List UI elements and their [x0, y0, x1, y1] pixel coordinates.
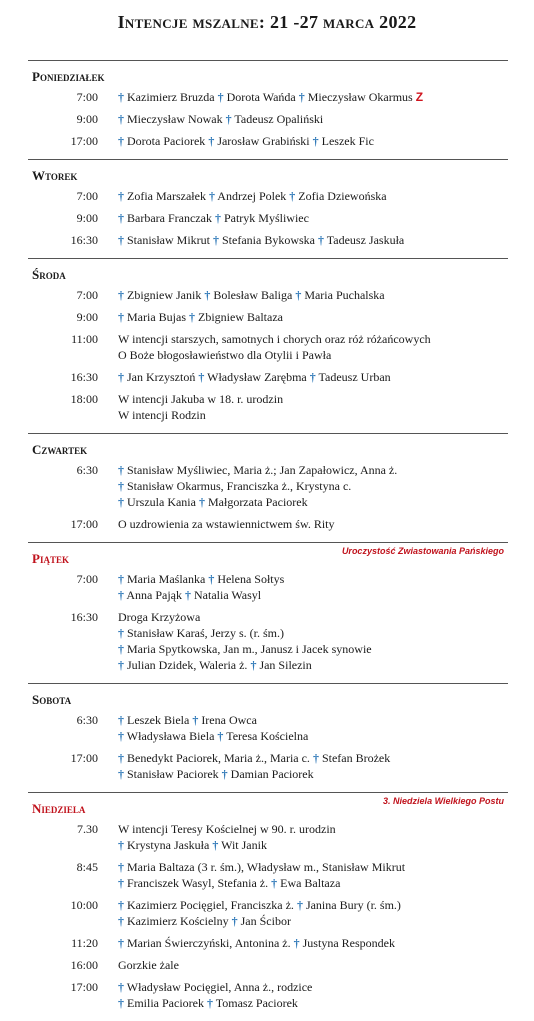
intention-line: † Jan Krzysztoń † Władysław Zarębma † Tadeusz Urban — [118, 370, 391, 384]
intention-line: † Kazimierz Bruzda † Dorota Wańda † Mieczysław Okarmus Z — [118, 90, 424, 104]
cross-icon: † — [118, 463, 124, 477]
intention-line: † Stanisław Paciorek † Damian Paciorek — [118, 767, 314, 781]
cross-icon: † — [217, 729, 224, 743]
cross-icon: † — [189, 310, 195, 324]
mass-time: 7:00 — [76, 189, 98, 203]
intention-list — [118, 369, 508, 385]
cross-icon: † — [118, 479, 124, 493]
cross-icon: † — [118, 588, 124, 602]
intention-line: † Dorota Paciorek † Jarosław Grabiński † Leszek Fic — [118, 134, 374, 148]
mass-entry — [28, 859, 508, 891]
intention-list — [118, 309, 508, 325]
cross-icon: † — [185, 588, 191, 602]
mass-time: 11:00 — [71, 332, 98, 346]
mass-entry — [28, 111, 508, 127]
intention-line: † Mieczysław Nowak † Tadeusz Opaliński — [118, 112, 324, 126]
cross-icon: † — [118, 876, 124, 890]
cross-icon: † — [118, 189, 124, 203]
intention-line: Gorzkie żale — [118, 958, 179, 972]
mass-time: 6:30 — [76, 463, 98, 477]
cross-icon: † — [204, 288, 211, 302]
intention-line: † Stanisław Mikrut † Stefania Bykowska † Tadeusz Jaskuła — [118, 233, 405, 247]
intention-line: † Anna Pająk † Natalia Wasyl — [118, 588, 262, 602]
mass-entry — [28, 287, 508, 303]
mass-entry — [28, 571, 508, 603]
cross-icon: † — [250, 658, 257, 672]
mass-entry — [28, 897, 508, 929]
intention-line: † Stanisław Okarmus, Franciszka ż., Krystyna c. — [118, 479, 352, 493]
intention-list — [118, 935, 508, 951]
intention-line: † Marian Świerczyński, Antonina ż. † Justyna Respondek — [118, 936, 395, 950]
mass-entry — [28, 750, 508, 782]
intention-list — [118, 897, 508, 929]
intention-list — [118, 111, 508, 127]
day-section — [28, 542, 508, 683]
mass-entry — [28, 210, 508, 226]
cross-icon: † — [271, 876, 278, 890]
mass-time: 7:00 — [76, 90, 98, 104]
cross-icon: † — [208, 189, 215, 203]
cross-icon: † — [118, 838, 124, 852]
cross-icon: † — [221, 767, 228, 781]
mass-time: 9:00 — [76, 112, 98, 126]
cross-icon: † — [118, 370, 124, 384]
mass-entry — [28, 391, 508, 423]
z-marker: Z — [415, 90, 424, 104]
intention-list — [118, 859, 508, 891]
mass-time: 17:00 — [70, 980, 98, 994]
intention-list — [118, 571, 508, 603]
intention-list — [118, 133, 508, 149]
cross-icon: † — [118, 751, 124, 765]
day-section — [28, 433, 508, 542]
mass-time: 17:00 — [70, 751, 98, 765]
cross-icon: † — [317, 233, 324, 247]
cross-icon: † — [225, 112, 232, 126]
intention-list — [118, 462, 508, 510]
mass-time: 16:30 — [70, 610, 98, 624]
day-name: Piątek — [32, 551, 69, 566]
intention-line: † Władysława Biela † Teresa Kościelna — [118, 729, 309, 743]
mass-time: 10:00 — [70, 898, 98, 912]
intention-list — [118, 210, 508, 226]
intention-list — [118, 188, 508, 204]
cross-icon: † — [118, 495, 124, 509]
cross-icon: † — [198, 495, 205, 509]
mass-entry — [28, 188, 508, 204]
days-list — [28, 60, 508, 1021]
intention-list — [118, 391, 508, 423]
intention-line: † Franciszek Wasyl, Stefania ż. † Ewa Baltaza — [118, 876, 341, 890]
mass-entry — [28, 369, 508, 385]
intention-list — [118, 712, 508, 744]
cross-icon: † — [208, 134, 215, 148]
day-name: Środa — [32, 267, 66, 282]
cross-icon: † — [192, 713, 199, 727]
mass-time: 7.30 — [77, 822, 98, 836]
day-name: Poniedziałek — [32, 69, 105, 84]
feast-note: 3. Niedziela Wielkiego Postu — [383, 796, 504, 806]
cross-icon: † — [118, 767, 124, 781]
mass-entry — [28, 516, 508, 532]
cross-icon: † — [289, 189, 296, 203]
intention-list — [118, 821, 508, 853]
cross-icon: † — [118, 898, 124, 912]
mass-time: 16:30 — [70, 233, 98, 247]
cross-icon: † — [208, 572, 215, 586]
mass-entry — [28, 462, 508, 510]
intention-list — [118, 287, 508, 303]
intention-line: † Krystyna Jaskuła † Wit Janik — [118, 838, 267, 852]
intention-list — [118, 609, 508, 673]
mass-entry — [28, 821, 508, 853]
cross-icon: † — [295, 288, 302, 302]
intention-list — [118, 89, 508, 105]
mass-entry — [28, 89, 508, 105]
mass-entry — [28, 232, 508, 248]
cross-icon: † — [213, 233, 219, 247]
day-name: Sobota — [32, 692, 72, 707]
intention-line: W intencji Rodzin — [118, 408, 206, 422]
mass-time: 17:00 — [70, 517, 98, 531]
day-section — [28, 159, 508, 258]
intention-line: † Maria Baltaza (3 r. śm.), Władysław m., Stanisław Mikrut — [118, 860, 406, 874]
day-name: Czwartek — [32, 442, 88, 457]
feast-note: Uroczystość Zwiastowania Pańskiego — [341, 546, 504, 556]
cross-icon: † — [118, 713, 124, 727]
intention-line: † Leszek Biela † Irena Owca — [118, 713, 257, 727]
cross-icon: † — [118, 90, 124, 104]
cross-icon: † — [118, 729, 124, 743]
intention-line: † Maria Bujas † Zbigniew Baltaza — [118, 310, 283, 324]
mass-time: 11:20 — [71, 936, 98, 950]
cross-icon: † — [118, 288, 124, 302]
intention-line: Droga Krzyżowa — [118, 610, 201, 624]
mass-entry — [28, 957, 508, 973]
day-name: Niedziela — [32, 801, 86, 816]
cross-icon: † — [118, 233, 124, 247]
mass-time: 16:30 — [70, 370, 98, 384]
mass-entry — [28, 935, 508, 951]
day-name: Wtorek — [32, 168, 78, 183]
intention-line: † Władysław Pocięgiel, Anna ż., rodzice — [118, 980, 313, 994]
cross-icon: † — [298, 90, 305, 104]
mass-time: 7:00 — [76, 572, 98, 586]
cross-icon: † — [118, 134, 124, 148]
intention-line: O Boże błogosławieństwo dla Otylii i Pawła — [118, 348, 332, 362]
cross-icon: † — [212, 838, 219, 852]
mass-entry — [28, 979, 508, 1011]
intention-line: † Maria Maślanka † Helena Sołtys — [118, 572, 285, 586]
mass-entry — [28, 331, 508, 363]
mass-time: 7:00 — [76, 288, 98, 302]
mass-time: 9:00 — [76, 211, 98, 225]
cross-icon: † — [118, 112, 124, 126]
intention-list — [118, 232, 508, 248]
mass-entry — [28, 609, 508, 673]
cross-icon: † — [118, 310, 124, 324]
intention-list — [118, 750, 508, 782]
intention-line: † Barbara Franczak † Patryk Myśliwiec — [118, 211, 309, 225]
intention-line: † Kazimierz Pocięgiel, Franciszka ż. † Janina Bury (r. śm.) — [118, 898, 401, 912]
day-section — [28, 683, 508, 792]
intention-line: O uzdrowienia za wstawiennictwem św. Rity — [118, 517, 335, 531]
day-section — [28, 792, 508, 1021]
cross-icon: † — [231, 914, 238, 928]
mass-time: 6:30 — [76, 713, 98, 727]
page-title: Intencje mszalne: 21 -27 marca 2022 — [117, 12, 417, 32]
cross-icon: † — [309, 370, 316, 384]
cross-icon: † — [118, 996, 124, 1010]
intention-line: † Stanisław Myśliwiec, Maria ż.; Jan Zapałowicz, Anna ż. — [118, 463, 398, 477]
cross-icon: † — [293, 936, 300, 950]
intention-line: † Emilia Paciorek † Tomasz Paciorek — [118, 996, 298, 1010]
intention-line: † Kazimierz Kościelny † Jan Ścibor — [118, 914, 291, 928]
cross-icon: † — [217, 90, 224, 104]
cross-icon: † — [118, 626, 124, 640]
intention-line: † Urszula Kania † Małgorzata Paciorek — [118, 495, 308, 509]
cross-icon: † — [214, 211, 221, 225]
mass-entry — [28, 133, 508, 149]
intention-line: † Julian Dzidek, Waleria ż. † Jan Silezin — [118, 658, 312, 672]
intention-list — [118, 331, 508, 363]
intention-line: W intencji Jakuba w 18. r. urodzin — [118, 392, 284, 406]
cross-icon: † — [118, 980, 124, 994]
intention-line: † Benedykt Paciorek, Maria ż., Maria c. † Stefan Brożek — [118, 751, 391, 765]
intention-line: † Maria Spytkowska, Jan m., Janusz i Jacek synowie — [118, 642, 372, 656]
cross-icon: † — [118, 914, 124, 928]
cross-icon: † — [206, 996, 213, 1010]
intention-line: † Zofia Marszałek † Andrzej Polek † Zofia Dziewońska — [118, 189, 387, 203]
day-section — [28, 258, 508, 433]
cross-icon: † — [118, 211, 124, 225]
cross-icon: † — [118, 658, 124, 672]
mass-time: 16:00 — [70, 958, 98, 972]
cross-icon: † — [118, 572, 124, 586]
intention-line: † Zbigniew Janik † Bolesław Baliga † Maria Puchalska — [118, 288, 385, 302]
mass-time: 9:00 — [76, 310, 98, 324]
mass-time: 8:45 — [76, 860, 98, 874]
cross-icon: † — [296, 898, 303, 912]
intention-list — [118, 957, 508, 973]
mass-entry — [28, 309, 508, 325]
mass-entry — [28, 712, 508, 744]
cross-icon: † — [118, 642, 124, 656]
day-section — [28, 60, 508, 159]
mass-time: 18:00 — [70, 392, 98, 406]
intention-line: W intencji starszych, samotnych i chorych oraz róż różańcowych — [118, 332, 431, 346]
intention-line: W intencji Teresy Kościelnej w 90. r. urodzin — [118, 822, 336, 836]
cross-icon: † — [198, 370, 205, 384]
intention-list — [118, 979, 508, 1011]
cross-icon: † — [118, 936, 124, 950]
mass-time: 17:00 — [70, 134, 98, 148]
cross-icon: † — [118, 860, 124, 874]
cross-icon: † — [312, 751, 319, 765]
cross-icon: † — [312, 134, 319, 148]
intention-list — [118, 516, 508, 532]
intention-line: † Stanisław Karaś, Jerzy s. (r. śm.) — [118, 626, 284, 640]
